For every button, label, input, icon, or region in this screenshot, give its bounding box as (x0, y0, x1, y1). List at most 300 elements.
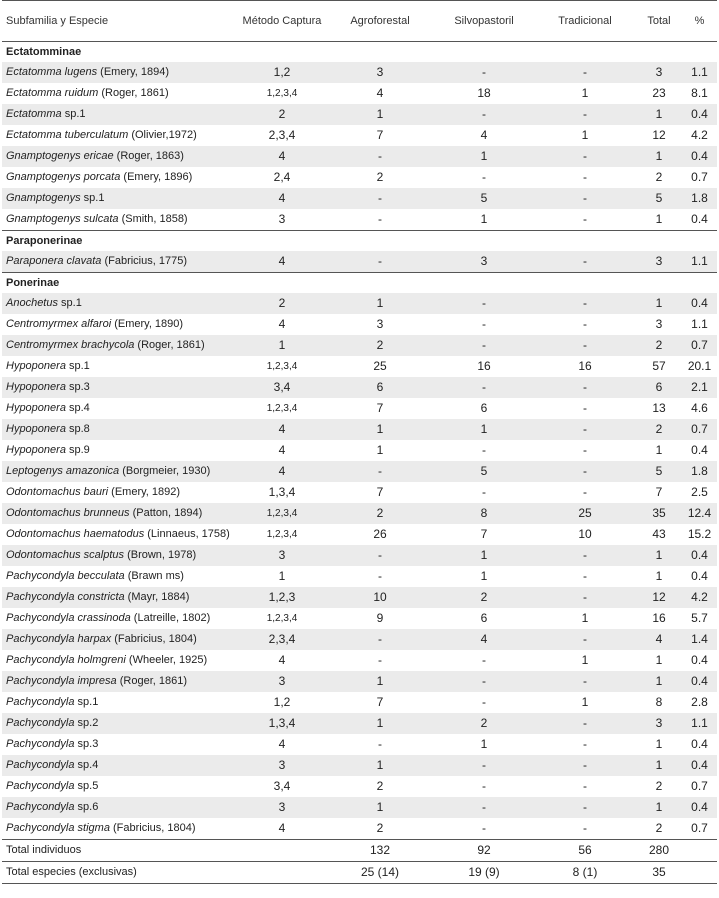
species-author: (Fabricius, 1804) (109, 822, 196, 834)
cell-method: 1,2,3,4 (266, 529, 298, 540)
cell-tradicional: - (534, 146, 636, 167)
species-author: (Emery, 1896) (120, 171, 193, 183)
cell-tradicional: - (583, 485, 587, 499)
species-author: (Olivier,1972) (128, 129, 197, 141)
species-genus: Pachycondyla (6, 738, 75, 750)
species-genus: Pachycondyla impresa (6, 675, 117, 687)
cell-total: 1 (636, 797, 682, 818)
species-cell (2, 671, 238, 692)
cell-total: 280 (636, 840, 682, 862)
cell-total: 35 (636, 862, 682, 884)
cell-percent: 0.4 (682, 104, 717, 125)
cell-tradicional: - (534, 251, 636, 273)
cell-percent: 1.8 (682, 461, 717, 482)
cell-agroforestal: 1 (326, 419, 434, 440)
cell-percent: 1.1 (691, 317, 708, 331)
cell-tradicional: 25 (534, 503, 636, 524)
cell-method: 4 (278, 443, 286, 457)
cell-tradicional: - (534, 671, 636, 692)
cell-total: 1 (636, 671, 682, 692)
cell-silvopastoril: - (434, 293, 534, 314)
cell-silvopastoril: 92 (434, 840, 534, 862)
species-author: (Smith, 1858) (118, 213, 188, 225)
cell-tradicional: - (583, 569, 587, 583)
cell-total: 1 (636, 755, 682, 776)
cell-agroforestal: - (326, 629, 434, 650)
species-author: (Wheeler, 1925) (125, 654, 208, 666)
cell-tradicional: 56 (534, 840, 636, 862)
cell-tradicional: 1 (581, 128, 589, 142)
species-genus: Pachycondyla (6, 801, 75, 813)
species-cell (2, 188, 238, 209)
header-total: Total (636, 1, 682, 42)
cell-agroforestal: - (326, 251, 434, 273)
cell-silvopastoril: - (482, 779, 486, 793)
cell-silvopastoril: 6 (480, 611, 488, 625)
cell-agroforestal: 2 (326, 335, 434, 356)
cell-agroforestal: 2 (376, 170, 384, 184)
species-author: (Roger, 1863) (113, 150, 184, 162)
cell-percent: 1.1 (682, 251, 717, 273)
species-cell (2, 797, 238, 818)
cell-tradicional: 1 (581, 611, 589, 625)
species-cell (2, 629, 238, 650)
species-genus: Gnamptogenys porcata (6, 171, 121, 183)
cell-total: 1 (655, 737, 663, 751)
cell-agroforestal: - (378, 569, 382, 583)
cell-total: 57 (652, 359, 666, 373)
cell-silvopastoril: 2 (434, 713, 534, 734)
header-row (2, 1, 717, 42)
cell-total: 35 (636, 503, 682, 524)
cell-agroforestal: 25 (373, 359, 387, 373)
cell-total: 1 (636, 545, 682, 566)
species-author: (Latreille, 1802) (130, 612, 211, 624)
cell-agroforestal: 2 (326, 503, 434, 524)
cell-agroforestal: 2 (376, 779, 384, 793)
cell-percent: 0.7 (691, 170, 708, 184)
cell-tradicional: - (534, 461, 636, 482)
cell-percent: 4.6 (691, 401, 708, 415)
cell-agroforestal: 1 (326, 671, 434, 692)
subfamily-name: Paraponerinae (2, 231, 717, 252)
cell-total: 3 (636, 251, 682, 273)
cell-method: 1,2,3,4 (238, 503, 326, 524)
cell-method: 1,2 (273, 695, 291, 709)
cell-silvopastoril: 1 (434, 419, 534, 440)
cell-agroforestal: 1 (326, 713, 434, 734)
table-header (2, 1, 717, 42)
cell-method: 4 (238, 188, 326, 209)
species-author: (Emery, 1894) (97, 66, 170, 78)
species-genus: Gnamptogenys (6, 192, 81, 204)
cell-total: 1 (655, 443, 663, 457)
cell-silvopastoril: 1 (480, 737, 488, 751)
species-cell (2, 524, 238, 545)
species-genus: Gnamptogenys sulcata (6, 213, 119, 225)
cell-agroforestal: - (378, 653, 382, 667)
cell-agroforestal: 7 (376, 401, 384, 415)
species-author: sp.1 (57, 297, 82, 309)
cell-tradicional: 10 (578, 527, 592, 541)
cell-method: 3 (238, 755, 326, 776)
species-genus: Odontomachus brunneus (6, 507, 130, 519)
cell-silvopastoril: - (434, 755, 534, 776)
species-author: (Fabricius, 1775) (101, 255, 187, 267)
cell-percent: 12.4 (682, 503, 717, 524)
species-table (2, 0, 717, 884)
cell-percent: 0.4 (682, 671, 717, 692)
cell-method: 2,3,4 (238, 629, 326, 650)
cell-tradicional: - (534, 629, 636, 650)
subfamily-name: Ectatomminae (6, 46, 82, 58)
cell-tradicional: - (583, 737, 587, 751)
cell-silvopastoril: 16 (477, 359, 491, 373)
table-row (2, 461, 717, 482)
cell-tradicional: - (534, 419, 636, 440)
species-author: sp.5 (74, 780, 99, 792)
cell-agroforestal: - (326, 545, 434, 566)
cell-method: 4 (278, 737, 286, 751)
species-author: (Borgmeier, 1930) (119, 465, 211, 477)
cell-tradicional: 16 (578, 359, 592, 373)
cell-tradicional: 1 (581, 653, 589, 667)
cell-silvopastoril: - (434, 104, 534, 125)
species-genus: Hypoponera (6, 381, 66, 393)
species-cell (2, 692, 238, 713)
totals-row (2, 840, 717, 862)
cell-total: 12 (636, 587, 682, 608)
table-row (2, 314, 717, 335)
cell-tradicional: 1 (581, 86, 589, 100)
cell-silvopastoril: 7 (480, 527, 488, 541)
cell-silvopastoril: - (482, 485, 486, 499)
cell-silvopastoril: 1 (480, 569, 488, 583)
cell-tradicional: - (534, 587, 636, 608)
cell-agroforestal: 6 (326, 377, 434, 398)
cell-percent: 0.4 (682, 293, 717, 314)
species-author: sp.8 (65, 423, 90, 435)
cell-silvopastoril: 5 (434, 461, 534, 482)
species-cell (2, 83, 238, 104)
cell-total: 5 (636, 461, 682, 482)
table-row (2, 125, 717, 146)
totals-label: Total individuos (2, 840, 238, 862)
species-author: (Linnaeus, 1758) (144, 528, 230, 540)
cell-percent (682, 862, 717, 884)
cell-percent: 8.1 (691, 86, 708, 100)
species-genus: Pachycondyla holmgreni (6, 654, 126, 666)
species-author: (Fabricius, 1804) (111, 633, 197, 645)
table-row (2, 146, 717, 167)
table-row (2, 293, 717, 314)
totals-row (2, 862, 717, 884)
species-genus: Ectatomma ruidum (6, 87, 99, 99)
species-cell (2, 167, 238, 188)
species-cell (2, 818, 238, 840)
cell-percent: 0.4 (691, 569, 708, 583)
cell-tradicional: - (534, 377, 636, 398)
table-row (2, 167, 717, 188)
species-cell (2, 251, 238, 273)
cell-silvopastoril: 19 (9) (434, 862, 534, 884)
species-cell (2, 587, 238, 608)
cell-tradicional: - (534, 755, 636, 776)
cell-percent: 0.7 (682, 335, 717, 356)
species-genus: Hypoponera (6, 360, 66, 372)
species-cell (2, 776, 238, 797)
cell-percent: 1.1 (682, 713, 717, 734)
cell-percent: 2.1 (682, 377, 717, 398)
cell-total: 1 (636, 146, 682, 167)
cell-method (238, 862, 326, 884)
cell-total: 23 (652, 86, 666, 100)
cell-method: 1,2,3,4 (266, 613, 298, 624)
cell-agroforestal: 7 (376, 695, 384, 709)
species-author: (Mayr, 1884) (124, 591, 190, 603)
cell-total: 1 (655, 212, 663, 226)
table-row (2, 482, 717, 503)
species-cell (2, 314, 238, 335)
subfamily-row (2, 231, 717, 252)
cell-silvopastoril: - (482, 821, 486, 835)
header-method: Método Captura (238, 1, 326, 42)
header-tradicional: Tradicional (534, 1, 636, 42)
cell-total: 3 (636, 713, 682, 734)
species-genus: Pachycondyla stigma (6, 822, 110, 834)
cell-tradicional: - (583, 212, 587, 226)
species-table-container (2, 0, 717, 884)
cell-agroforestal: - (378, 212, 382, 226)
cell-tradicional: - (583, 317, 587, 331)
species-genus: Hypoponera (6, 402, 66, 414)
cell-percent: 0.4 (682, 797, 717, 818)
table-row (2, 104, 717, 125)
table-row (2, 524, 717, 545)
cell-method: 3 (238, 545, 326, 566)
cell-total: 12 (652, 128, 666, 142)
table-row (2, 209, 717, 231)
cell-percent: 0.4 (691, 443, 708, 457)
cell-method: 1,3,4 (268, 485, 296, 499)
cell-tradicional: - (534, 104, 636, 125)
cell-total: 1 (636, 293, 682, 314)
cell-silvopastoril: 2 (434, 587, 534, 608)
cell-silvopastoril: 18 (477, 86, 491, 100)
cell-silvopastoril: - (482, 695, 486, 709)
species-genus: Pachycondyla becculata (6, 570, 125, 582)
cell-method: 1,2,3 (238, 587, 326, 608)
species-genus: Ectatomma (6, 108, 62, 120)
table-row (2, 503, 717, 524)
cell-agroforestal: 10 (326, 587, 434, 608)
cell-tradicional: - (534, 62, 636, 83)
cell-percent: 20.1 (687, 359, 712, 373)
cell-method: 1,2 (238, 62, 326, 83)
cell-silvopastoril: 4 (434, 629, 534, 650)
table-row (2, 83, 717, 104)
cell-total: 7 (655, 485, 663, 499)
table-row (2, 713, 717, 734)
cell-percent: 1.8 (682, 188, 717, 209)
table-row (2, 440, 717, 461)
cell-silvopastoril: - (482, 170, 486, 184)
header-agroforestal: Agroforestal (326, 1, 434, 42)
cell-tradicional: - (534, 335, 636, 356)
species-cell (2, 440, 238, 461)
cell-tradicional: - (534, 713, 636, 734)
species-cell (2, 335, 238, 356)
cell-silvopastoril: 1 (480, 212, 488, 226)
cell-silvopastoril: - (434, 797, 534, 818)
cell-method: 4 (238, 251, 326, 273)
cell-silvopastoril: 1 (434, 545, 534, 566)
cell-agroforestal: 25 (14) (326, 862, 434, 884)
species-cell (2, 398, 238, 419)
species-cell (2, 650, 238, 671)
species-cell (2, 755, 238, 776)
subfamily-row (2, 273, 717, 294)
cell-silvopastoril: - (434, 377, 534, 398)
cell-total: 2 (655, 170, 663, 184)
table-row (2, 734, 717, 755)
cell-agroforestal: - (326, 188, 434, 209)
species-author: (Roger, 1861) (134, 339, 205, 351)
subfamily-row (2, 42, 717, 63)
cell-percent: 4.2 (682, 587, 717, 608)
species-author: (Roger, 1861) (98, 87, 169, 99)
cell-agroforestal: 9 (376, 611, 384, 625)
cell-agroforestal: 1 (326, 293, 434, 314)
cell-total: 3 (636, 62, 682, 83)
cell-method: 2,4 (273, 170, 291, 184)
table-row (2, 629, 717, 650)
cell-tradicional: 1 (581, 695, 589, 709)
cell-agroforestal: - (378, 737, 382, 751)
species-cell (2, 482, 238, 503)
cell-method (238, 840, 326, 862)
species-author: sp.4 (65, 402, 90, 414)
cell-percent: 0.4 (691, 212, 708, 226)
species-author: (Patton, 1894) (129, 507, 203, 519)
cell-agroforestal: 1 (326, 755, 434, 776)
cell-percent (682, 840, 717, 862)
cell-total: 43 (652, 527, 666, 541)
cell-method: 4 (238, 419, 326, 440)
species-author: sp.1 (80, 192, 105, 204)
table-row (2, 587, 717, 608)
cell-tradicional: - (534, 293, 636, 314)
cell-percent: 15.2 (687, 527, 712, 541)
species-cell (2, 566, 238, 587)
cell-agroforestal: 1 (376, 443, 384, 457)
cell-method: 3,4 (273, 779, 291, 793)
species-genus: Odontomachus scalptus (6, 549, 125, 561)
cell-method: 4 (278, 821, 286, 835)
species-cell (2, 146, 238, 167)
cell-silvopastoril: - (434, 62, 534, 83)
cell-method: 2 (238, 293, 326, 314)
header-species: Subfamilia y Especie (2, 1, 238, 42)
cell-method: 3 (238, 671, 326, 692)
cell-silvopastoril: 4 (480, 128, 488, 142)
cell-tradicional: - (534, 545, 636, 566)
cell-total: 2 (636, 419, 682, 440)
cell-percent: 1.4 (682, 629, 717, 650)
cell-agroforestal: 3 (376, 317, 384, 331)
species-genus: Pachycondyla (6, 696, 75, 708)
table-row (2, 62, 717, 83)
totals-label: Total especies (exclusivas) (2, 862, 238, 884)
cell-percent: 2.5 (691, 485, 708, 499)
cell-total: 3 (655, 317, 663, 331)
species-genus: Pachycondyla harpax (6, 633, 112, 645)
cell-tradicional: - (583, 443, 587, 457)
species-author: (Emery, 1892) (108, 486, 181, 498)
cell-tradicional: - (534, 797, 636, 818)
cell-method: 1 (238, 335, 326, 356)
cell-percent: 2.8 (691, 695, 708, 709)
cell-total: 2 (655, 779, 663, 793)
species-genus: Ectatomma lugens (6, 66, 98, 78)
species-cell (2, 713, 238, 734)
species-cell (2, 356, 238, 377)
species-genus: Pachycondyla (6, 759, 75, 771)
table-row (2, 671, 717, 692)
cell-silvopastoril: 6 (480, 401, 488, 415)
species-genus: Odontomachus bauri (6, 486, 109, 498)
cell-agroforestal: - (326, 461, 434, 482)
cell-tradicional: - (583, 170, 587, 184)
cell-percent: 0.4 (682, 146, 717, 167)
cell-agroforestal: - (326, 146, 434, 167)
cell-silvopastoril: - (482, 443, 486, 457)
cell-total: 5 (636, 188, 682, 209)
species-cell (2, 545, 238, 566)
species-cell (2, 461, 238, 482)
cell-total: 8 (655, 695, 663, 709)
cell-percent: 0.4 (691, 653, 708, 667)
cell-method: 1,3,4 (238, 713, 326, 734)
cell-total: 2 (655, 821, 663, 835)
cell-agroforestal: 26 (373, 527, 387, 541)
table-row (2, 776, 717, 797)
species-genus: Centromyrmex alfaroi (6, 318, 112, 330)
table-body (2, 42, 717, 884)
table-row (2, 755, 717, 776)
species-author: sp.6 (74, 801, 99, 813)
species-cell (2, 734, 238, 755)
cell-tradicional: 8 (1) (534, 862, 636, 884)
cell-percent: 5.7 (691, 611, 708, 625)
cell-method: 3,4 (238, 377, 326, 398)
species-author: (Brawn ms) (124, 570, 184, 582)
cell-total: 1 (655, 653, 663, 667)
cell-total: 13 (652, 401, 666, 415)
cell-percent: 0.4 (682, 755, 717, 776)
species-genus: Pachycondyla (6, 717, 75, 729)
species-genus: Pachycondyla constricta (6, 591, 125, 603)
cell-total: 4 (636, 629, 682, 650)
cell-tradicional: - (583, 821, 587, 835)
cell-method: 1 (278, 569, 286, 583)
table-row (2, 251, 717, 273)
species-author: sp.9 (65, 444, 90, 456)
cell-percent: 0.7 (691, 779, 708, 793)
species-genus: Pachycondyla (6, 780, 75, 792)
table-row (2, 335, 717, 356)
table-row (2, 356, 717, 377)
